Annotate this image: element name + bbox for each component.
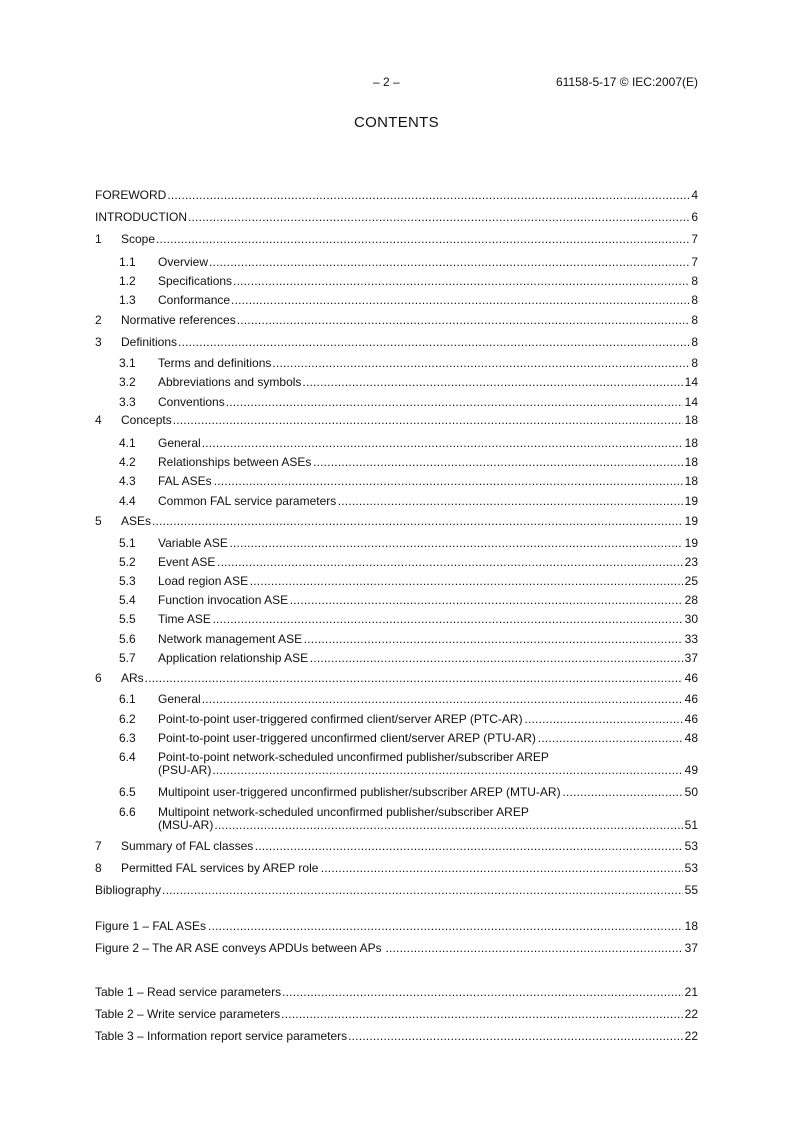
toc-entry-page: 22 [684,1029,698,1043]
dot-leader [524,712,682,728]
dot-leader [217,555,683,571]
toc-entry-title: General [158,436,201,450]
dot-leader [152,514,683,530]
toc-entry[interactable] [95,436,698,452]
dot-leader [538,731,683,747]
toc-entry-title: Relationships between ASEs [158,455,312,469]
toc-entry[interactable] [95,395,698,411]
toc-entry-number: 4.1 [119,436,136,450]
toc-entry-number: 3 [95,335,102,349]
toc-entry-number: 6.4 [119,750,136,764]
contents-title: CONTENTS [354,114,439,131]
dot-leader [178,335,689,351]
toc-entry-page: 53 [684,861,698,875]
toc-entry[interactable] [95,356,698,372]
toc-entry-number: 1.1 [119,255,136,269]
toc-entry[interactable] [95,750,698,780]
toc-entry-number: 3.2 [119,375,136,389]
toc-entry-title: Scope [121,232,156,246]
toc-entry[interactable] [95,555,698,571]
dot-leader [304,632,683,648]
toc-entry-title: Summary of FAL classes [121,839,254,853]
toc-entry-title: FOREWORD [95,188,167,202]
toc-entry-number: 7 [95,839,102,853]
dot-leader [255,839,683,855]
toc-entry-number: 3.3 [119,395,136,409]
toc-entry-page: 53 [684,839,698,853]
toc-entry-title: Conformance [158,293,231,307]
toc-entry[interactable] [95,536,698,552]
toc-entry[interactable] [95,941,698,957]
toc-entry-number: 6.1 [119,692,136,706]
toc-entry-page: 18 [684,413,698,427]
page-number: – 2 – [373,75,400,89]
toc-entry-page: 46 [684,692,698,706]
toc-entry-title: Bibliography [95,883,162,897]
toc-entry-title: Definitions [121,335,178,349]
toc-entry-page: 6 [691,210,698,224]
toc-entry-page: 49 [684,763,698,777]
toc-entry-page: 30 [684,612,698,626]
dot-leader [338,494,683,510]
toc-entry[interactable] [95,985,698,1001]
toc-entry[interactable] [95,335,698,351]
toc-entry-title: Common FAL service parameters [158,494,337,508]
toc-entry[interactable] [95,712,698,728]
dot-leader [229,536,682,552]
toc-entry[interactable] [95,474,698,490]
dot-leader [214,818,682,834]
toc-entry-title: Concepts [121,413,172,427]
toc-entry-number: 5.5 [119,612,136,626]
toc-entry-number: 5.3 [119,574,136,588]
dot-leader [281,1007,682,1023]
toc-entry-page: 37 [684,651,698,665]
dot-leader [208,919,683,935]
dot-leader [202,436,683,452]
toc-entry-title: Terms and definitions [158,356,272,370]
toc-entry[interactable] [95,731,698,747]
toc-entry-title: Table 2 – Write service parameters [95,1007,281,1021]
toc-entry-number: 5.2 [119,555,136,569]
toc-entry-number: 5.1 [119,536,136,550]
toc-entry-page: 19 [684,536,698,550]
toc-entry[interactable] [95,232,698,248]
toc-entry-page: 19 [684,494,698,508]
toc-entry[interactable] [95,612,698,628]
toc-entry[interactable] [95,514,698,530]
toc-entry-page: 14 [684,375,698,389]
toc-entry[interactable] [95,210,698,226]
toc-entry[interactable] [95,494,698,510]
dot-leader [162,883,683,899]
toc-entry[interactable] [95,1007,698,1023]
toc-entry[interactable] [95,805,698,835]
toc-entry-title: INTRODUCTION [95,210,187,224]
toc-entry[interactable] [95,692,698,708]
toc-entry[interactable] [95,883,698,899]
toc-entry-title: Multipoint user-triggered unconfirmed publisher/subscriber AREP (MTU-AR) [158,785,561,799]
toc-entry[interactable] [95,593,698,609]
dot-leader [348,1029,683,1045]
toc-entry[interactable] [95,455,698,471]
toc-entry-title: Permitted FAL services by AREP role [121,861,319,875]
toc-entry[interactable] [95,274,698,290]
toc-entry[interactable] [95,1029,698,1045]
toc-entry-number: 6.5 [119,785,136,799]
toc-entry-number: 5.7 [119,651,136,665]
toc-entry-number: 6.6 [119,805,136,819]
toc-entry-number: 6 [95,671,102,685]
dot-leader [202,692,683,708]
toc-entry-title: Specifications [158,274,233,288]
dot-leader [188,210,689,226]
toc-entry-page: 14 [684,395,698,409]
toc-entry-title: Function invocation ASE [158,593,289,607]
toc-entry-page: 4 [691,188,698,202]
toc-entry-title: ARs [121,671,144,685]
dot-leader [213,612,683,628]
dot-leader [282,985,683,1001]
toc-entry-page: 7 [691,255,698,269]
toc-entry-title: Figure 2 – The AR ASE conveys APDUs between APs [95,941,382,955]
toc-entry-title: Network management ASE [158,632,303,646]
dot-leader [290,593,683,609]
toc-entry-title: Event ASE [158,555,216,569]
toc-entry[interactable] [95,861,698,877]
dot-leader [156,232,689,248]
toc-entry[interactable] [95,188,698,204]
toc-entry[interactable] [95,313,698,329]
toc-entry-page: 50 [684,785,698,799]
toc-entry[interactable] [95,919,698,935]
toc-entry-title-continued: (PSU-AR) [158,763,212,777]
toc-entry-title: ASEs [121,514,152,528]
toc-entry[interactable] [95,632,698,648]
dot-leader [145,671,683,687]
toc-entry-number: 4.4 [119,494,136,508]
toc-entry-page: 51 [684,818,698,832]
dot-leader [214,474,683,490]
toc-entry-number: 5.6 [119,632,136,646]
toc-entry-number: 1.3 [119,293,136,307]
toc-entry-page: 25 [684,574,698,588]
toc-entry-page: 18 [684,474,698,488]
toc-entry-number: 1 [95,232,102,246]
dot-leader [173,413,683,429]
toc-entry[interactable] [95,839,698,855]
toc-entry-title: Time ASE [158,612,211,626]
toc-entry-title: Normative references [121,313,236,327]
toc-entry-number: 4.2 [119,455,136,469]
toc-entry-page: 18 [684,919,698,933]
document-id: 61158-5-17 © IEC:2007(E) [555,75,698,89]
toc-entry[interactable] [95,413,698,429]
dot-leader [310,651,683,667]
toc-entry-page: 8 [691,274,698,288]
toc-entry-page: 46 [684,712,698,726]
toc-entry-title: Point-to-point user-triggered confirmed client/server AREP (PTC-AR) [158,712,523,726]
toc-entry[interactable] [95,255,698,271]
toc-entry-page: 48 [684,731,698,745]
toc-entry-page: 8 [691,335,698,349]
toc-entry-page: 18 [684,436,698,450]
toc-entry-title: General [158,692,201,706]
dot-leader [562,785,682,801]
toc-entry[interactable] [95,574,698,590]
toc-entry-page: 28 [684,593,698,607]
dot-leader [250,574,683,590]
toc-entry-title: Load region ASE [158,574,249,588]
toc-entry-number: 4 [95,413,102,427]
toc-entry-page: 18 [684,455,698,469]
toc-entry-number: 2 [95,313,102,327]
toc-entry-title-continued: (MSU-AR) [158,818,214,832]
toc-entry-number: 6.2 [119,712,136,726]
toc-entry[interactable] [95,671,698,687]
toc-entry-title: Point-to-point user-triggered unconfirmed client/server AREP (PTU-AR) [158,731,536,745]
toc-entry-title: Point-to-point network-scheduled unconfirmed publisher/subscriber AREP [158,750,549,764]
toc-entry-number: 5.4 [119,593,136,607]
toc-entry-page: 8 [691,313,698,327]
dot-leader [237,313,690,329]
dot-leader [233,274,689,290]
toc-entry[interactable] [95,293,698,309]
toc-entry-page: 8 [691,293,698,307]
toc-entry-page: 33 [684,632,698,646]
toc-entry-title: Conventions [158,395,225,409]
toc-entry-page: 22 [684,1007,698,1021]
dot-leader [385,941,682,957]
toc-entry-number: 5 [95,514,102,528]
page-header [0,75,793,93]
dot-leader [209,255,689,271]
toc-entry-title: Application relationship ASE [158,651,309,665]
dot-leader [226,395,683,411]
toc-entry-title: Variable ASE [158,536,228,550]
toc-entry-page: 7 [691,232,698,246]
toc-entry-number: 6.3 [119,731,136,745]
toc-entry-title: Figure 1 – FAL ASEs [95,919,206,933]
toc-entry-page: 37 [684,941,698,955]
toc-entry[interactable] [95,651,698,667]
toc-entry-page: 21 [684,985,698,999]
toc-entry-title: Table 1 – Read service parameters [95,985,282,999]
toc-entry[interactable] [95,785,698,801]
toc-entry-number: 8 [95,861,102,875]
toc-entry-page: 46 [684,671,698,685]
dot-leader [167,188,689,204]
dot-leader [313,455,683,471]
toc-entry-page: 55 [684,883,698,897]
dot-leader [231,293,689,309]
toc-entry-title: Overview [158,255,209,269]
toc-entry-page: 23 [684,555,698,569]
dot-leader [272,356,689,372]
toc-entry-page: 19 [684,514,698,528]
toc-entry-number: 4.3 [119,474,136,488]
toc-entry-number: 3.1 [119,356,136,370]
dot-leader [212,763,682,779]
dot-leader [302,375,682,391]
toc-entry-title: Multipoint network-scheduled unconfirmed publisher/subscriber AREP [158,805,529,819]
dot-leader [321,861,683,877]
toc-entry-title: FAL ASEs [158,474,212,488]
toc-entry[interactable] [95,375,698,391]
toc-entry-title: Abbreviations and symbols [158,375,302,389]
toc-entry-number: 1.2 [119,274,136,288]
toc-entry-page: 8 [691,356,698,370]
toc-entry-title: Table 3 – Information report service parameters [95,1029,348,1043]
